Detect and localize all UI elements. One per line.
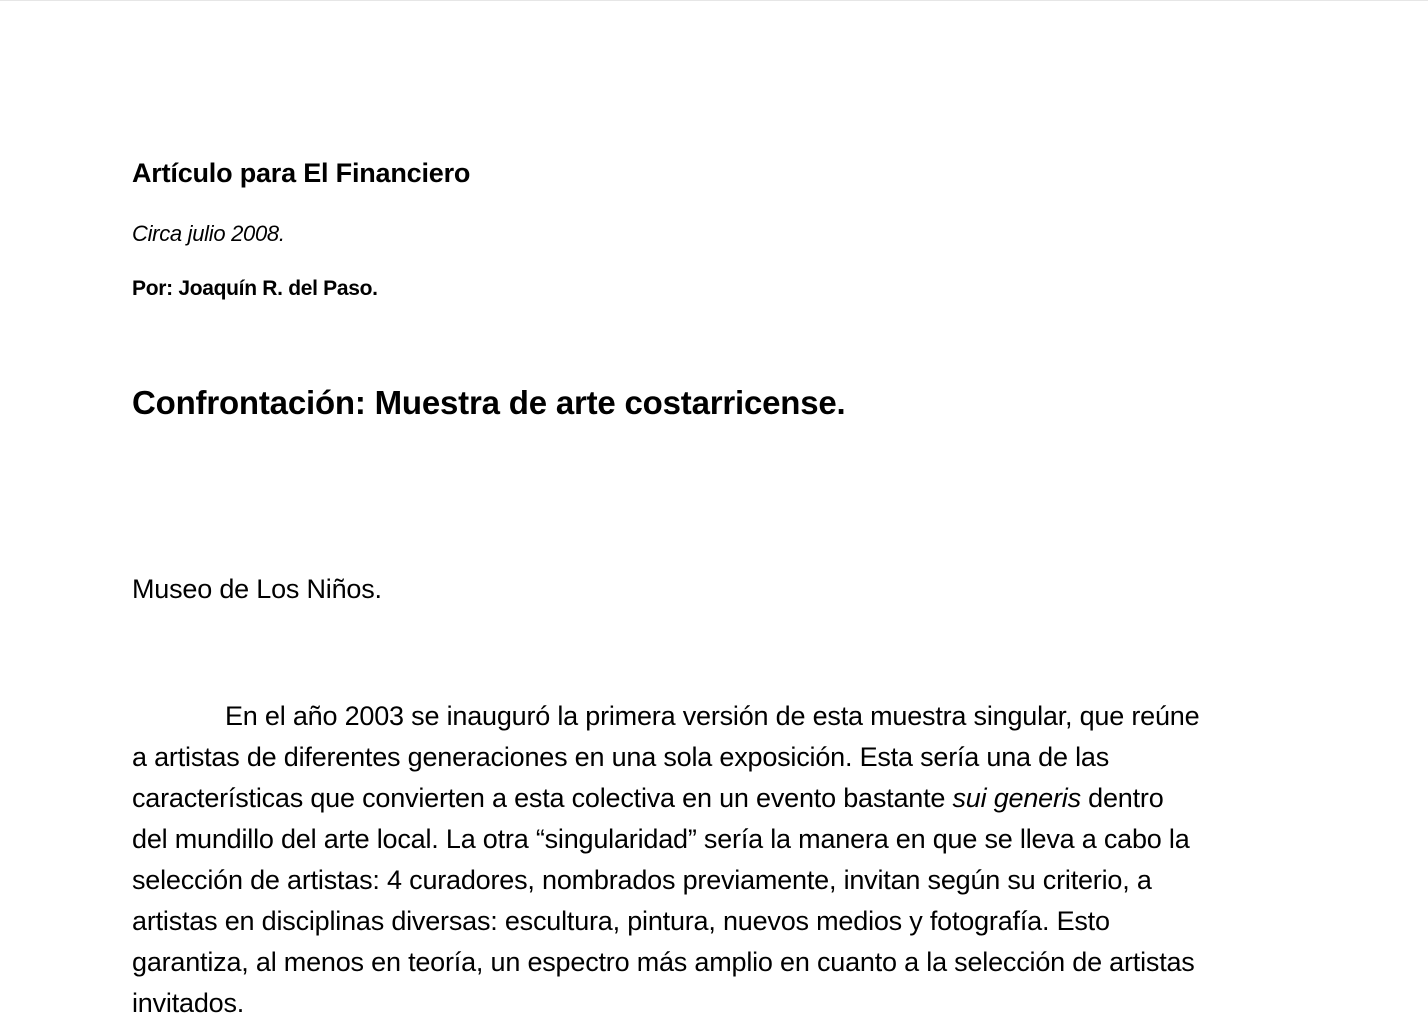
body-line: invitados. [132, 988, 245, 1018]
body-line: selección de artistas: 4 curadores, nombrados previamente, invitan según su criterio, a [132, 865, 1152, 895]
body-line-text: En el año 2003 se inauguró la primera versión de esta muestra singular, que reúne [225, 701, 1200, 731]
article-body-paragraph [132, 696, 1302, 1024]
body-line-text: características que convierten a esta colectiva en un evento bastante [132, 783, 953, 813]
body-line [132, 696, 1302, 737]
italic-phrase: sui generis [952, 783, 1081, 813]
article-byline: Por: Joaquín R. del Paso. [132, 277, 378, 300]
body-line-text: dentro [1080, 783, 1164, 813]
body-line: artistas en disciplinas diversas: escultura, pintura, nuevos medios y fotografía. Esto [132, 906, 1110, 936]
article-venue: Museo de Los Niños. [132, 574, 382, 604]
body-line: garantiza, al menos en teoría, un espectro más amplio en cuanto a la selección de artistas [132, 947, 1195, 977]
body-line: del mundillo del arte local. La otra “singularidad” sería la manera en que se lleva a cabo la [132, 824, 1190, 854]
document-page [132, 0, 1302, 1018]
article-date: Circa julio 2008. [132, 221, 285, 246]
article-title: Confrontación: Muestra de arte costarricense. [132, 384, 846, 421]
body-line [132, 778, 1302, 819]
article-label: Artículo para El Financiero [132, 158, 471, 188]
body-line: a artistas de diferentes generaciones en una sola exposición. Esta sería una de las [132, 742, 1110, 772]
